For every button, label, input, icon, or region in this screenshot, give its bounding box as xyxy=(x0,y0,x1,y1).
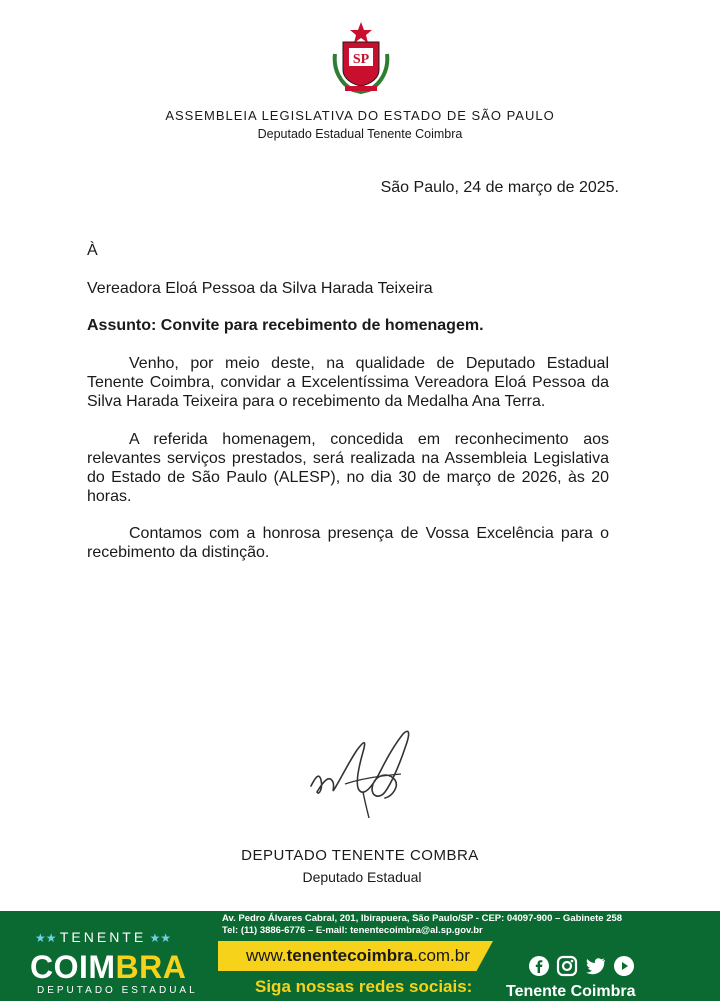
paragraph-text: A referida homenagem, concedida em reconhecimento aos relevantes serviços prestados, será realizada na Assembleia Legislativa do Estado de São Paulo (ALESP), no dia 30 de março de 2026, às 20 horas. xyxy=(87,431,609,505)
website-suffix: .com.br xyxy=(413,946,470,965)
sao-paulo-seal-logo xyxy=(325,20,397,96)
facebook-icon[interactable] xyxy=(528,955,550,977)
institution-heading: ASSEMBLEIA LEGISLATIVA DO ESTADO DE SÃO PAULO xyxy=(165,108,555,123)
signatory-name: DEPUTADO TENENTE COMBRA xyxy=(241,847,479,864)
website-name: tenentecoimbra xyxy=(286,946,414,965)
letter-date: São Paulo, 24 de março de 2025. xyxy=(380,179,619,196)
instagram-icon[interactable] xyxy=(556,955,578,977)
brand-coim: COIM xyxy=(30,949,116,985)
paragraph-text: Contamos com a honrosa presença de Vossa Excelência para o recebimento da distinção. xyxy=(87,525,609,561)
brand-tenente-text: TENENTE xyxy=(59,929,147,945)
seal-text: SP xyxy=(352,52,370,67)
handwritten-signature xyxy=(305,722,425,822)
paragraph-text: Venho, por meio deste, na qualidade de Deputado Estadual Tenente Coimbra, convidar a Excelentíssima Vereadora Eloá Pessoa da Silva Harada Teixeira para o recebimento da Medalha Ana Terra. xyxy=(87,355,609,410)
website-link[interactable] xyxy=(246,946,470,966)
social-handle: Tenente Coimbra xyxy=(506,983,636,1000)
follow-social-text: Siga nossas redes sociais: xyxy=(255,977,473,996)
footer-address: Av. Pedro Álvares Cabral, 201, Ibirapuera, São Paulo/SP - CEP: 04097-900 – Gabinete 258 xyxy=(222,913,623,924)
brand-tenente: ★★ TENENTE ★★ xyxy=(35,929,172,945)
brand-coimbra-logo xyxy=(30,949,186,986)
body-paragraph xyxy=(87,430,609,506)
footer-banner xyxy=(0,911,720,1001)
body-paragraph xyxy=(87,354,609,411)
social-icons xyxy=(528,955,638,979)
website-prefix: www. xyxy=(246,946,287,965)
signatory-role: Deputado Estadual xyxy=(302,869,422,885)
twitter-icon[interactable] xyxy=(585,955,607,977)
subject-line: Assunto: Convite para recebimento de homenagem. xyxy=(87,317,484,334)
brand-deputado: DEPUTADO ESTADUAL xyxy=(37,985,198,996)
recipient-name: Vereadora Eloá Pessoa da Silva Harada Teixeira xyxy=(87,280,433,297)
brand-bra: BRA xyxy=(115,949,187,985)
salutation: À xyxy=(87,242,98,259)
footer-contact: Tel: (11) 3886-6776 – E-mail: tenentecoimbra@al.sp.gov.br xyxy=(222,925,483,936)
youtube-icon[interactable] xyxy=(613,955,635,977)
body-paragraph xyxy=(87,524,609,562)
deputy-subheading: Deputado Estadual Tenente Coimbra xyxy=(257,127,463,141)
